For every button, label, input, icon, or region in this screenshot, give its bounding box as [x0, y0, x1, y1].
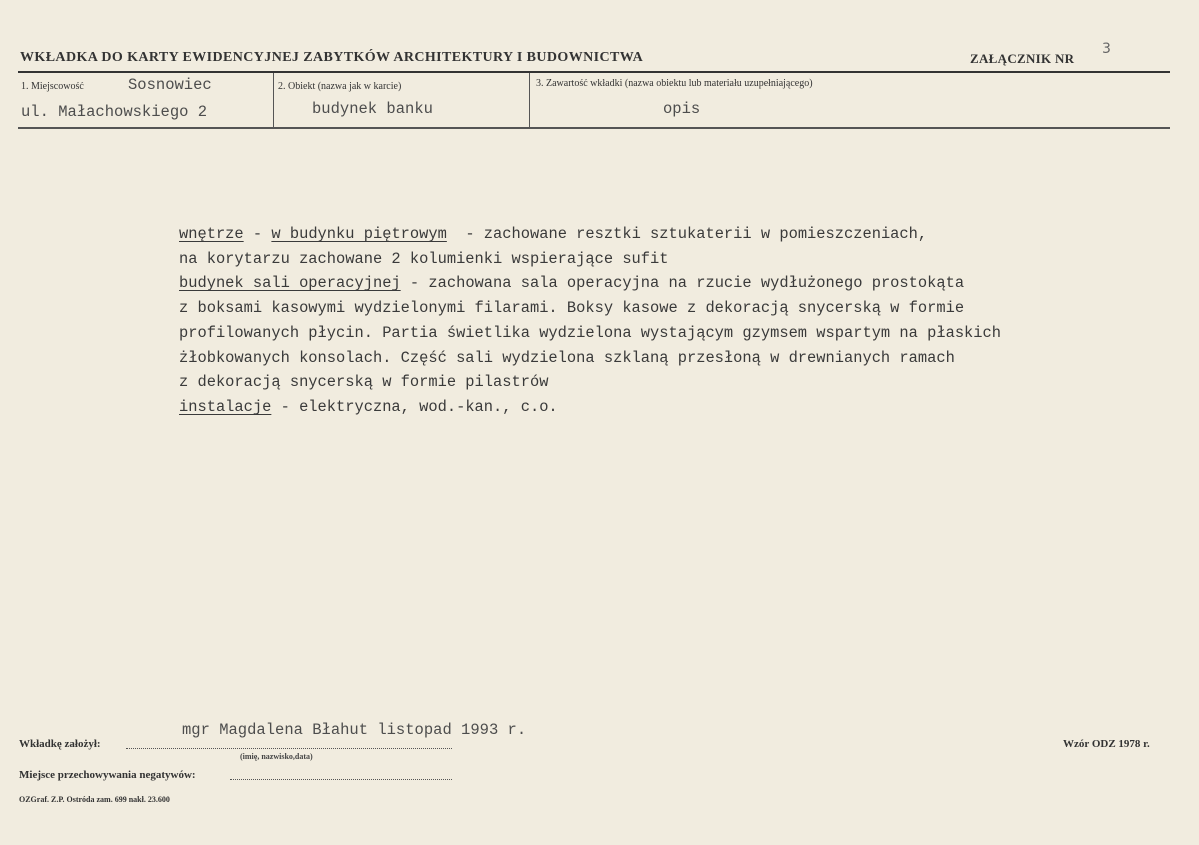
founder-label: Wkładkę założył:	[19, 738, 101, 750]
header-rule-top	[18, 71, 1170, 73]
header-rule-bottom	[18, 127, 1170, 129]
object-value: budynek banku	[312, 100, 433, 118]
attachment-label: ZAŁĄCZNIK NR	[970, 51, 1075, 66]
field-divider	[529, 73, 530, 129]
form-model-label: Wzór ODZ 1978 r.	[1063, 738, 1150, 750]
description-line: budynek sali operacyjnej - zachowana sala operacyjna na rzucie wydłużonego prostokąta	[179, 274, 965, 293]
attachment-number: 3	[1102, 41, 1111, 57]
description-line: z dekoracją snycerską w formie pilastrów	[179, 373, 549, 392]
object-label: 2. Obiekt (nazwa jak w karcie)	[278, 81, 402, 92]
section-heading: instalacje	[179, 397, 272, 416]
form-title: WKŁADKA DO KARTY EWIDENCYJNEJ ZABYTKÓW ARCHITEKTURY I BUDOWNICTWA	[20, 50, 644, 65]
description-line: na korytarzu zachowane 2 kolumienki wspierające sufit	[179, 249, 669, 268]
negatives-label: Miejsce przechowywania negatywów:	[19, 769, 196, 781]
section-heading: budynek sali operacyjnej	[179, 274, 401, 293]
section-heading: wnętrze	[179, 225, 244, 243]
negatives-dotted-line	[230, 779, 452, 780]
founder-dotted-line	[126, 748, 452, 749]
description-line: z boksami kasowymi wydzielonymi filarami. Boksy kasowe z dekoracją snycerską w formie	[179, 299, 965, 318]
section-heading: w budynku piętrowym	[271, 225, 447, 243]
locality-label: 1. Miejscowość	[21, 81, 84, 92]
field-divider	[273, 73, 274, 129]
content-label: 3. Zawartość wkładki (nazwa obiektu lub materiału uzupełniającego)	[536, 78, 813, 89]
founder-sublabel: (imię, nazwisko,data)	[240, 752, 313, 761]
printer-imprint: OZGraf. Z.P. Ostróda zam. 699 nakł. 23.600	[19, 795, 170, 804]
locality-value: Sosnowiec	[128, 76, 212, 94]
description-line: instalacje - elektryczna, wod.-kan., c.o.	[179, 397, 558, 416]
content-value: opis	[663, 100, 701, 118]
description-text	[179, 222, 1159, 420]
founder-value: mgr Magdalena Błahut listopad 1993 r.	[182, 721, 527, 739]
street-value: ul. Małachowskiego 2	[21, 103, 208, 121]
description-line: wnętrze - w budynku piętrowym - zachowane resztki sztukaterii w pomieszczeniach,	[179, 225, 928, 243]
description-line: żłobkowanych konsolach. Część sali wydzielona szklaną przesłoną w drewnianych ramach	[179, 348, 955, 367]
description-line: profilowanych płycin. Partia świetlika wydzielona wystającym gzymsem wspartym na płaskich	[179, 323, 1001, 342]
